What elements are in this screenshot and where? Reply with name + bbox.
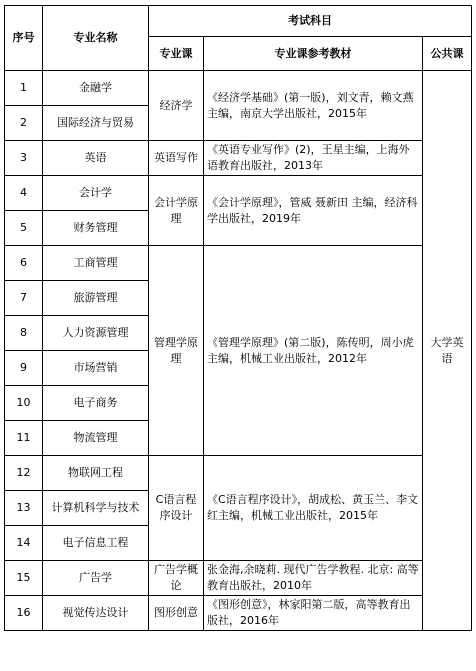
major-name: 物联网工程 [43, 456, 149, 491]
major-name: 财务管理 [43, 211, 149, 246]
table-row [5, 561, 472, 596]
row-number: 15 [5, 561, 43, 596]
table-row [5, 246, 472, 281]
row-number: 2 [5, 106, 43, 141]
course-cell: 图形创意 [149, 596, 204, 631]
row-number: 1 [5, 71, 43, 106]
row-number: 9 [5, 351, 43, 386]
course-cell: 英语写作 [149, 141, 204, 176]
textbook-cell: 《管理学原理》(第二版)，陈传明，周小虎主编，机械工业出版社，2012年 [204, 246, 423, 456]
major-name: 物流管理 [43, 421, 149, 456]
col-header-no: 序号 [5, 6, 43, 71]
course-cell: C语言程序设计 [149, 456, 204, 561]
row-number: 3 [5, 141, 43, 176]
course-cell: 广告学概论 [149, 561, 204, 596]
col-header-course: 专业课 [149, 37, 204, 71]
major-name: 人力资源管理 [43, 316, 149, 351]
row-number: 14 [5, 526, 43, 561]
table-row [5, 596, 472, 631]
row-number: 12 [5, 456, 43, 491]
major-name: 广告学 [43, 561, 149, 596]
textbook-cell: 《会计学原理》，管威 聂新田 主编，经济科学出版社，2019年 [204, 176, 423, 246]
textbook-cell: 张金海,余晓莉. 现代广告学教程. 北京: 高等教育出版社，2010年 [204, 561, 423, 596]
major-name: 计算机科学与技术 [43, 491, 149, 526]
row-number: 6 [5, 246, 43, 281]
row-number: 16 [5, 596, 43, 631]
table-row [5, 141, 472, 176]
major-name: 电子商务 [43, 386, 149, 421]
col-header-public: 公共课 [423, 37, 472, 71]
textbook-cell: 《图形创意》，林家阳第二版，高等教育出版社，2016年 [204, 596, 423, 631]
major-name: 工商管理 [43, 246, 149, 281]
col-header-subjects: 考试科目 [149, 6, 472, 37]
exam-subjects-table [4, 5, 472, 631]
row-number: 4 [5, 176, 43, 211]
major-name: 市场营销 [43, 351, 149, 386]
course-cell: 管理学原理 [149, 246, 204, 456]
textbook-cell: 《英语专业写作》(2)，王星主编，上海外语教育出版社，2013年 [204, 141, 423, 176]
textbook-cell: 《C语言程序设计》，胡成松、黄玉兰、李文红主编，机械工业出版社，2015年 [204, 456, 423, 561]
header-row-top [5, 6, 472, 37]
table-row [5, 456, 472, 491]
major-name: 旅游管理 [43, 281, 149, 316]
major-name: 金融学 [43, 71, 149, 106]
row-number: 7 [5, 281, 43, 316]
major-name: 英语 [43, 141, 149, 176]
textbook-cell: 《经济学基础》(第一版)，刘文青，赖文燕主编，南京大学出版社，2015年 [204, 71, 423, 141]
row-number: 8 [5, 316, 43, 351]
col-header-textbook: 专业课参考教材 [204, 37, 423, 71]
table-row [5, 176, 472, 211]
row-number: 5 [5, 211, 43, 246]
row-number: 13 [5, 491, 43, 526]
course-cell: 会计学原理 [149, 176, 204, 246]
major-name: 电子信息工程 [43, 526, 149, 561]
major-name: 国际经济与贸易 [43, 106, 149, 141]
row-number: 11 [5, 421, 43, 456]
table-row [5, 71, 472, 106]
major-name: 会计学 [43, 176, 149, 211]
major-name: 视觉传达设计 [43, 596, 149, 631]
col-header-major: 专业名称 [43, 6, 149, 71]
public-course-cell: 大学英语 [423, 71, 472, 631]
course-cell: 经济学 [149, 71, 204, 141]
row-number: 10 [5, 386, 43, 421]
